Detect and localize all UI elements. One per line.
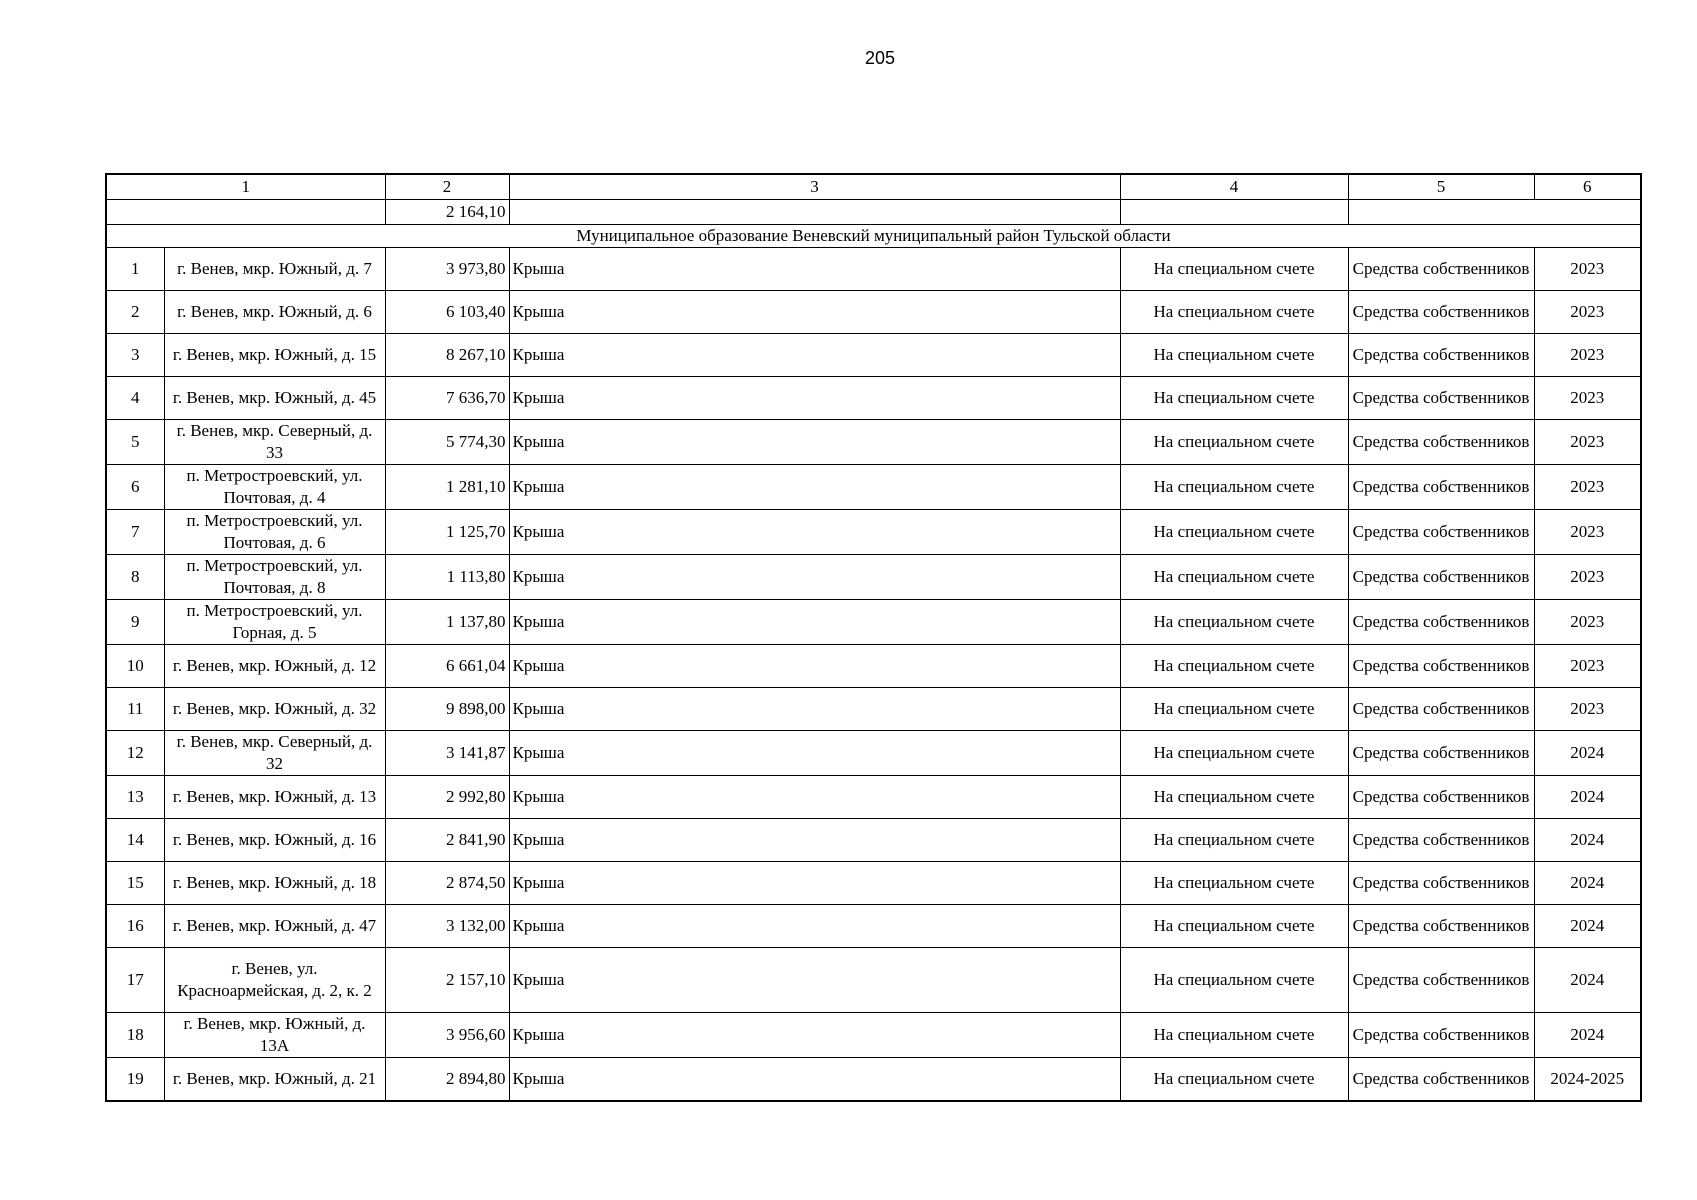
funding-source-cell: Средства собственников bbox=[1348, 819, 1534, 862]
year-cell: 2024 bbox=[1534, 776, 1641, 819]
area-cell: 3 132,00 bbox=[385, 905, 509, 948]
year-cell: 2023 bbox=[1534, 688, 1641, 731]
year-cell: 2024 bbox=[1534, 948, 1641, 1013]
funding-source-cell: Средства собственников bbox=[1348, 1013, 1534, 1058]
table-row bbox=[106, 465, 1641, 510]
funding-source-cell: Средства собственников bbox=[1348, 645, 1534, 688]
table-row bbox=[106, 334, 1641, 377]
account-method-cell: На специальном счете bbox=[1120, 1013, 1348, 1058]
area-cell: 6 661,04 bbox=[385, 645, 509, 688]
account-method-cell: На специальном счете bbox=[1120, 248, 1348, 291]
funding-source-cell: Средства собственников bbox=[1348, 465, 1534, 510]
row-number-cell: 9 bbox=[106, 600, 164, 645]
row-number-cell: 17 bbox=[106, 948, 164, 1013]
row-number-cell: 12 bbox=[106, 731, 164, 776]
year-cell: 2023 bbox=[1534, 645, 1641, 688]
work-type-cell: Крыша bbox=[509, 600, 1120, 645]
work-type-cell: Крыша bbox=[509, 377, 1120, 420]
table-row bbox=[106, 1013, 1641, 1058]
account-method-cell: На специальном счете bbox=[1120, 731, 1348, 776]
column-header-4: 4 bbox=[1120, 174, 1348, 200]
address-cell: г. Венев, мкр. Южный, д. 15 bbox=[164, 334, 385, 377]
funding-source-cell: Средства собственников bbox=[1348, 248, 1534, 291]
work-type-cell: Крыша bbox=[509, 948, 1120, 1013]
row-number-cell: 3 bbox=[106, 334, 164, 377]
work-type-cell: Крыша bbox=[509, 555, 1120, 600]
row-number-cell: 11 bbox=[106, 688, 164, 731]
account-method-cell: На специальном счете bbox=[1120, 1058, 1348, 1102]
year-cell: 2024-2025 bbox=[1534, 1058, 1641, 1102]
row-number-cell: 5 bbox=[106, 420, 164, 465]
address-cell: п. Метростроевский, ул. Почтовая, д. 8 bbox=[164, 555, 385, 600]
table-row bbox=[106, 688, 1641, 731]
table-row bbox=[106, 776, 1641, 819]
funding-source-cell: Средства собственников bbox=[1348, 905, 1534, 948]
row-number-cell: 16 bbox=[106, 905, 164, 948]
address-cell: г. Венев, мкр. Северный, д. 33 bbox=[164, 420, 385, 465]
table-row bbox=[106, 819, 1641, 862]
column-header-2: 2 bbox=[385, 174, 509, 200]
year-cell: 2023 bbox=[1534, 334, 1641, 377]
work-type-cell: Крыша bbox=[509, 776, 1120, 819]
year-cell: 2023 bbox=[1534, 600, 1641, 645]
address-cell: г. Венев, мкр. Южный, д. 18 bbox=[164, 862, 385, 905]
row-number-cell: 4 bbox=[106, 377, 164, 420]
section-row bbox=[106, 225, 1641, 248]
year-cell: 2024 bbox=[1534, 905, 1641, 948]
area-cell: 3 956,60 bbox=[385, 1013, 509, 1058]
address-cell: г. Венев, мкр. Южный, д. 32 bbox=[164, 688, 385, 731]
address-cell: г. Венев, мкр. Южный, д. 45 bbox=[164, 377, 385, 420]
total-area-cell: 2 164,10 bbox=[385, 200, 509, 225]
area-cell: 1 137,80 bbox=[385, 600, 509, 645]
year-cell: 2023 bbox=[1534, 420, 1641, 465]
address-cell: г. Венев, мкр. Южный, д. 6 bbox=[164, 291, 385, 334]
table-row bbox=[106, 862, 1641, 905]
year-cell: 2024 bbox=[1534, 1013, 1641, 1058]
table-row bbox=[106, 555, 1641, 600]
area-cell: 6 103,40 bbox=[385, 291, 509, 334]
address-cell: г. Венев, мкр. Южный, д. 7 bbox=[164, 248, 385, 291]
funding-source-cell: Средства собственников bbox=[1348, 555, 1534, 600]
table-row bbox=[106, 510, 1641, 555]
address-cell: г. Венев, ул. Красноармейская, д. 2, к. 2 bbox=[164, 948, 385, 1013]
row-number-cell: 13 bbox=[106, 776, 164, 819]
funding-source-cell: Средства собственников bbox=[1348, 600, 1534, 645]
account-method-cell: На специальном счете bbox=[1120, 776, 1348, 819]
column-number-row bbox=[106, 174, 1641, 200]
area-cell: 7 636,70 bbox=[385, 377, 509, 420]
address-cell: г. Венев, мкр. Южный, д. 13А bbox=[164, 1013, 385, 1058]
area-cell: 5 774,30 bbox=[385, 420, 509, 465]
account-method-cell: На специальном счете bbox=[1120, 862, 1348, 905]
column-header-6: 6 bbox=[1534, 174, 1641, 200]
year-cell: 2024 bbox=[1534, 731, 1641, 776]
total-empty-cell bbox=[1348, 200, 1641, 225]
funding-source-cell: Средства собственников bbox=[1348, 731, 1534, 776]
funding-source-cell: Средства собственников bbox=[1348, 862, 1534, 905]
total-empty-cell bbox=[1120, 200, 1348, 225]
account-method-cell: На специальном счете bbox=[1120, 291, 1348, 334]
work-type-cell: Крыша bbox=[509, 645, 1120, 688]
account-method-cell: На специальном счете bbox=[1120, 905, 1348, 948]
area-cell: 1 113,80 bbox=[385, 555, 509, 600]
address-cell: г. Венев, мкр. Южный, д. 47 bbox=[164, 905, 385, 948]
table-row bbox=[106, 248, 1641, 291]
address-cell: г. Венев, мкр. Южный, д. 16 bbox=[164, 819, 385, 862]
address-cell: г. Венев, мкр. Южный, д. 21 bbox=[164, 1058, 385, 1102]
table-row bbox=[106, 731, 1641, 776]
table-row bbox=[106, 420, 1641, 465]
year-cell: 2024 bbox=[1534, 819, 1641, 862]
area-cell: 2 157,10 bbox=[385, 948, 509, 1013]
work-type-cell: Крыша bbox=[509, 1058, 1120, 1102]
row-number-cell: 8 bbox=[106, 555, 164, 600]
work-type-cell: Крыша bbox=[509, 248, 1120, 291]
account-method-cell: На специальном счете bbox=[1120, 334, 1348, 377]
total-empty-cell bbox=[106, 200, 385, 225]
area-cell: 1 281,10 bbox=[385, 465, 509, 510]
row-number-cell: 19 bbox=[106, 1058, 164, 1102]
row-number-cell: 15 bbox=[106, 862, 164, 905]
work-type-cell: Крыша bbox=[509, 1013, 1120, 1058]
table-row bbox=[106, 645, 1641, 688]
account-method-cell: На специальном счете bbox=[1120, 645, 1348, 688]
account-method-cell: На специальном счете bbox=[1120, 377, 1348, 420]
funding-source-cell: Средства собственников bbox=[1348, 377, 1534, 420]
table-row bbox=[106, 291, 1641, 334]
funding-source-cell: Средства собственников bbox=[1348, 510, 1534, 555]
row-number-cell: 7 bbox=[106, 510, 164, 555]
row-number-cell: 6 bbox=[106, 465, 164, 510]
table-row bbox=[106, 905, 1641, 948]
year-cell: 2023 bbox=[1534, 510, 1641, 555]
year-cell: 2023 bbox=[1534, 555, 1641, 600]
row-number-cell: 14 bbox=[106, 819, 164, 862]
account-method-cell: На специальном счете bbox=[1120, 819, 1348, 862]
funding-source-cell: Средства собственников bbox=[1348, 1058, 1534, 1102]
column-header-3: 3 bbox=[509, 174, 1120, 200]
funding-source-cell: Средства собственников bbox=[1348, 334, 1534, 377]
page-number: 205 bbox=[864, 48, 896, 68]
address-cell: г. Венев, мкр. Южный, д. 13 bbox=[164, 776, 385, 819]
row-number-cell: 2 bbox=[106, 291, 164, 334]
account-method-cell: На специальном счете bbox=[1120, 510, 1348, 555]
work-type-cell: Крыша bbox=[509, 731, 1120, 776]
funding-source-cell: Средства собственников bbox=[1348, 291, 1534, 334]
account-method-cell: На специальном счете bbox=[1120, 600, 1348, 645]
work-type-cell: Крыша bbox=[509, 905, 1120, 948]
address-cell: г. Венев, мкр. Северный, д. 32 bbox=[164, 731, 385, 776]
area-cell: 2 841,90 bbox=[385, 819, 509, 862]
funding-source-cell: Средства собственников bbox=[1348, 688, 1534, 731]
work-type-cell: Крыша bbox=[509, 510, 1120, 555]
work-type-cell: Крыша bbox=[509, 334, 1120, 377]
column-header-5: 5 bbox=[1348, 174, 1534, 200]
work-type-cell: Крыша bbox=[509, 862, 1120, 905]
section-title: Муниципальное образование Веневский муниципальный район Тульской области bbox=[106, 225, 1641, 248]
table-row bbox=[106, 948, 1641, 1013]
year-cell: 2023 bbox=[1534, 465, 1641, 510]
total-empty-cell bbox=[509, 200, 1120, 225]
area-cell: 3 973,80 bbox=[385, 248, 509, 291]
table-row bbox=[106, 600, 1641, 645]
capital-repair-table bbox=[105, 173, 1642, 1102]
address-cell: г. Венев, мкр. Южный, д. 12 bbox=[164, 645, 385, 688]
work-type-cell: Крыша bbox=[509, 291, 1120, 334]
account-method-cell: На специальном счете bbox=[1120, 420, 1348, 465]
work-type-cell: Крыша bbox=[509, 465, 1120, 510]
year-cell: 2023 bbox=[1534, 248, 1641, 291]
address-cell: п. Метростроевский, ул. Почтовая, д. 4 bbox=[164, 465, 385, 510]
account-method-cell: На специальном счете bbox=[1120, 555, 1348, 600]
area-cell: 8 267,10 bbox=[385, 334, 509, 377]
row-number-cell: 10 bbox=[106, 645, 164, 688]
row-number-cell: 18 bbox=[106, 1013, 164, 1058]
funding-source-cell: Средства собственников bbox=[1348, 420, 1534, 465]
work-type-cell: Крыша bbox=[509, 688, 1120, 731]
table-row bbox=[106, 1058, 1641, 1102]
work-type-cell: Крыша bbox=[509, 819, 1120, 862]
year-cell: 2024 bbox=[1534, 862, 1641, 905]
table-row bbox=[106, 377, 1641, 420]
funding-source-cell: Средства собственников bbox=[1348, 776, 1534, 819]
work-type-cell: Крыша bbox=[509, 420, 1120, 465]
address-cell: п. Метростроевский, ул. Горная, д. 5 bbox=[164, 600, 385, 645]
carried-total-row bbox=[106, 200, 1641, 225]
area-cell: 3 141,87 bbox=[385, 731, 509, 776]
column-header-1: 1 bbox=[106, 174, 385, 200]
area-cell: 2 992,80 bbox=[385, 776, 509, 819]
area-cell: 2 874,50 bbox=[385, 862, 509, 905]
year-cell: 2023 bbox=[1534, 377, 1641, 420]
account-method-cell: На специальном счете bbox=[1120, 688, 1348, 731]
funding-source-cell: Средства собственников bbox=[1348, 948, 1534, 1013]
area-cell: 1 125,70 bbox=[385, 510, 509, 555]
area-cell: 9 898,00 bbox=[385, 688, 509, 731]
row-number-cell: 1 bbox=[106, 248, 164, 291]
account-method-cell: На специальном счете bbox=[1120, 465, 1348, 510]
address-cell: п. Метростроевский, ул. Почтовая, д. 6 bbox=[164, 510, 385, 555]
year-cell: 2023 bbox=[1534, 291, 1641, 334]
account-method-cell: На специальном счете bbox=[1120, 948, 1348, 1013]
area-cell: 2 894,80 bbox=[385, 1058, 509, 1102]
